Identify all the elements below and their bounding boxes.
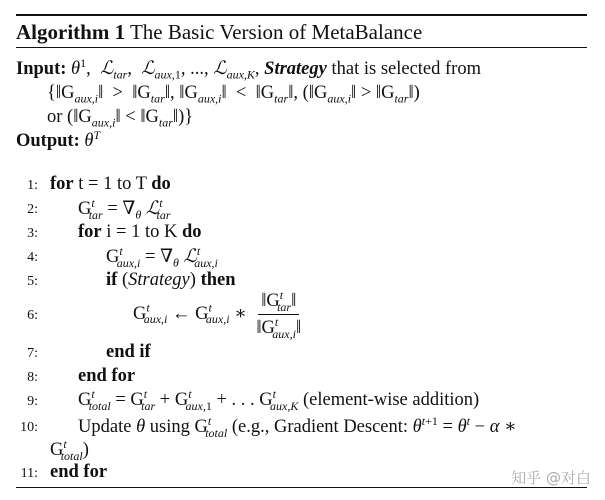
algorithm-number: Algorithm 1 — [16, 20, 126, 44]
code-line-10-cont: $G^t_{total}$) — [50, 436, 89, 463]
zhihu-watermark: 知乎 @对白 — [511, 469, 591, 487]
code-line-6: $G^t_{aux,i}$ ← $G^t_{aux,i}$ ∗ $\frac{‖G^t_{tar}‖}{‖G^t_{aux,i}‖}$ — [133, 290, 306, 339]
code-line-9: $G^t_{total} = G^t_{tar} + G^t_{aux,1}$ + . . . $G^t_{aux,K}$ (element-wise addition) — [78, 386, 480, 413]
code-line-2: $G^t_{tar} = \nabla_\theta$ ℒ$^t_{tar}$ — [78, 195, 171, 222]
line-number: 4: — [27, 250, 38, 265]
input-line-1: Input: $\theta^1$, ℒ$_{tar}$, ℒ$_{aux,1}$, ..., ℒ$_{aux,K}$, Strategy that is selected from — [16, 55, 481, 82]
code-line-3: for i = 1 to K do — [78, 222, 202, 242]
input-line-2: {$‖G_{aux,i}‖$ > $‖G_{tar}‖$, $‖G_{aux,i}‖$ < $‖G_{tar}‖$, ($‖G_{aux,i}‖$ > $‖G_{tar}‖$) — [47, 83, 420, 106]
line-number: 3: — [27, 226, 38, 241]
line-number: 11: — [20, 466, 38, 481]
input-line-3: or ($‖G_{aux,i}‖$ < $‖G_{tar}‖$)} — [47, 107, 194, 130]
line-number: 7: — [27, 346, 38, 361]
code-line-5: if (Strategy) then — [106, 270, 236, 290]
code-line-4: $G^t_{aux,i} = \nabla_\theta$ ℒ$^t_{aux,i}$ — [106, 243, 218, 270]
input-block — [16, 57, 588, 153]
code-line-8: end for — [78, 366, 136, 386]
line-number: 5: — [27, 274, 38, 289]
line-number: 9: — [27, 394, 38, 409]
algorithm-title: The Basic Version of MetaBalance — [129, 20, 423, 44]
code-line-7: end if — [106, 342, 151, 362]
top-rule — [16, 14, 587, 16]
line-number: 6: — [27, 308, 38, 323]
output-line: Output: $\theta^T$ — [16, 127, 101, 151]
code-line-1: for t = 1 to T do — [50, 174, 171, 194]
line-number: 1: — [27, 178, 38, 193]
code-line-10: Update θ using $G^t_{total}$ (e.g., Gradient Descent: $\theta^{t+1} = \theta^t - \alpha$ ∗ — [78, 413, 517, 440]
code-line-11: end for — [50, 462, 108, 482]
line-number: 10: — [20, 420, 38, 435]
norm-ratio-fraction: $\frac{‖G^t_{tar}‖}{‖G^t_{aux,i}‖}$ — [256, 287, 302, 341]
line-number: 8: — [27, 370, 38, 385]
line-number: 2: — [27, 202, 38, 217]
algorithm-caption — [16, 19, 422, 45]
bottom-rule — [16, 487, 587, 488]
title-rule — [16, 47, 587, 48]
input-label: Input: — [16, 59, 67, 79]
output-label: Output: — [16, 131, 80, 151]
